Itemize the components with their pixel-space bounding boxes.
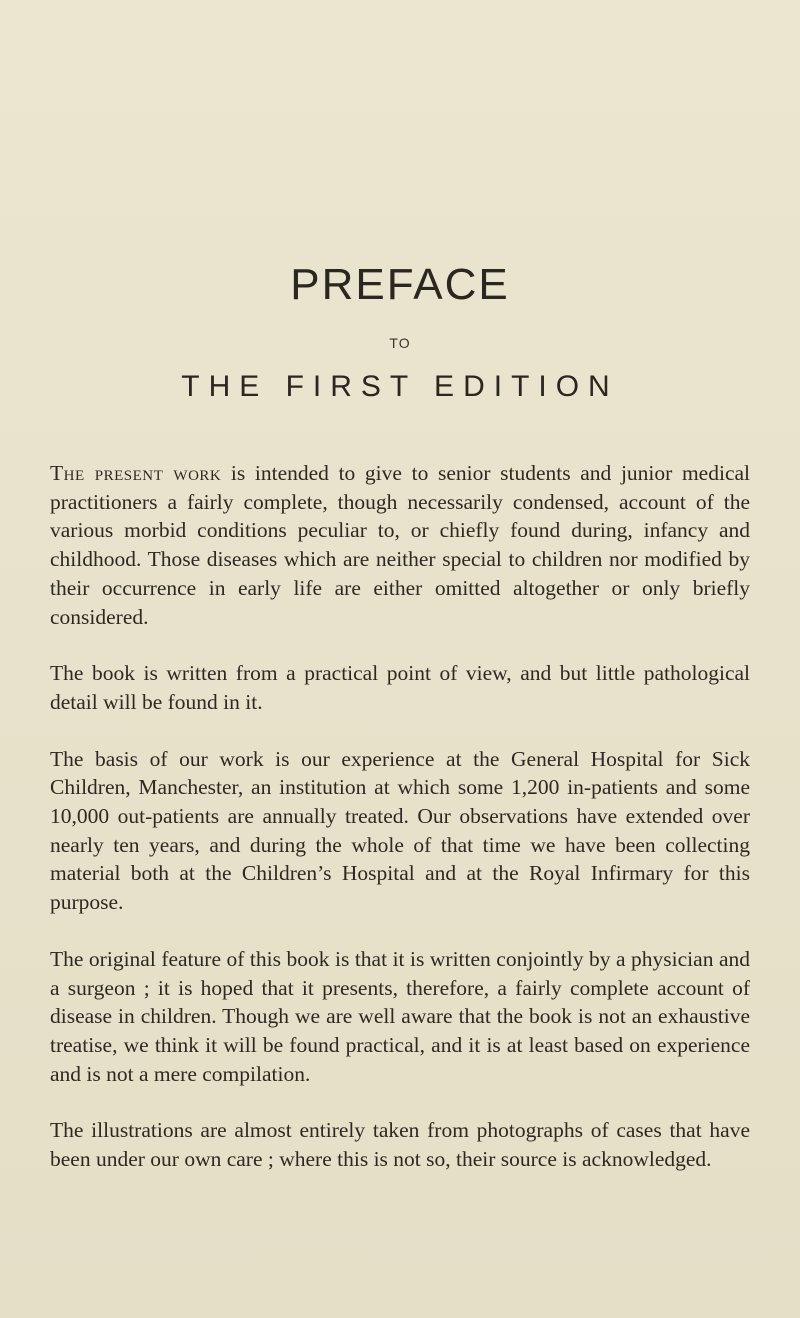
paragraph-1 bbox=[50, 459, 750, 631]
paragraph-1-lead: The present work bbox=[50, 461, 222, 485]
paragraph-1-text: is intended to give to senior students and junior medical practitioners a fairly complete, though necessarily condensed, account of the various morbid conditions peculiar to, or chiefly found during, infancy and childhood. Those diseases which are neither special to children nor modified by their occurrence in early life are either omitted altogether or only briefly considered. bbox=[50, 461, 750, 629]
paragraph-2: The book is written from a practical point of view, and but little pathological detail will be found in it. bbox=[50, 661, 750, 714]
page-title: PREFACE bbox=[290, 260, 510, 309]
preface-body bbox=[50, 459, 750, 1202]
paragraph-5: The illustrations are almost entirely taken from photographs of cases that have been under our own care ; where this is not so, their source is acknowledged. bbox=[50, 1118, 750, 1172]
paragraph-3: The basis of our work is our experience at the General Hospital for Sick Children, Manchester, an institution at which some 1,200 in-patients and some 10,000 out-patients are annually treated. Our observations have extended over nearly ten years, and during the whole of that time we have been collecting material both at the Children’s Hospital and at the Royal Infirmary for this purpose. bbox=[50, 746, 750, 915]
paragraph-4: The original feature of this book is that it is written conjointly by a physician and a surgeon ; it is hoped that it presents, therefore, a fairly complete account of disease in children. Though we are well aware that the book is not an exhaustive treatise, we think it will be found practical, and it is at least based on experience and is not a mere compilation. bbox=[50, 946, 750, 1086]
title-connector: TO bbox=[389, 335, 411, 351]
page-subtitle: THE FIRST EDITION bbox=[181, 370, 619, 403]
